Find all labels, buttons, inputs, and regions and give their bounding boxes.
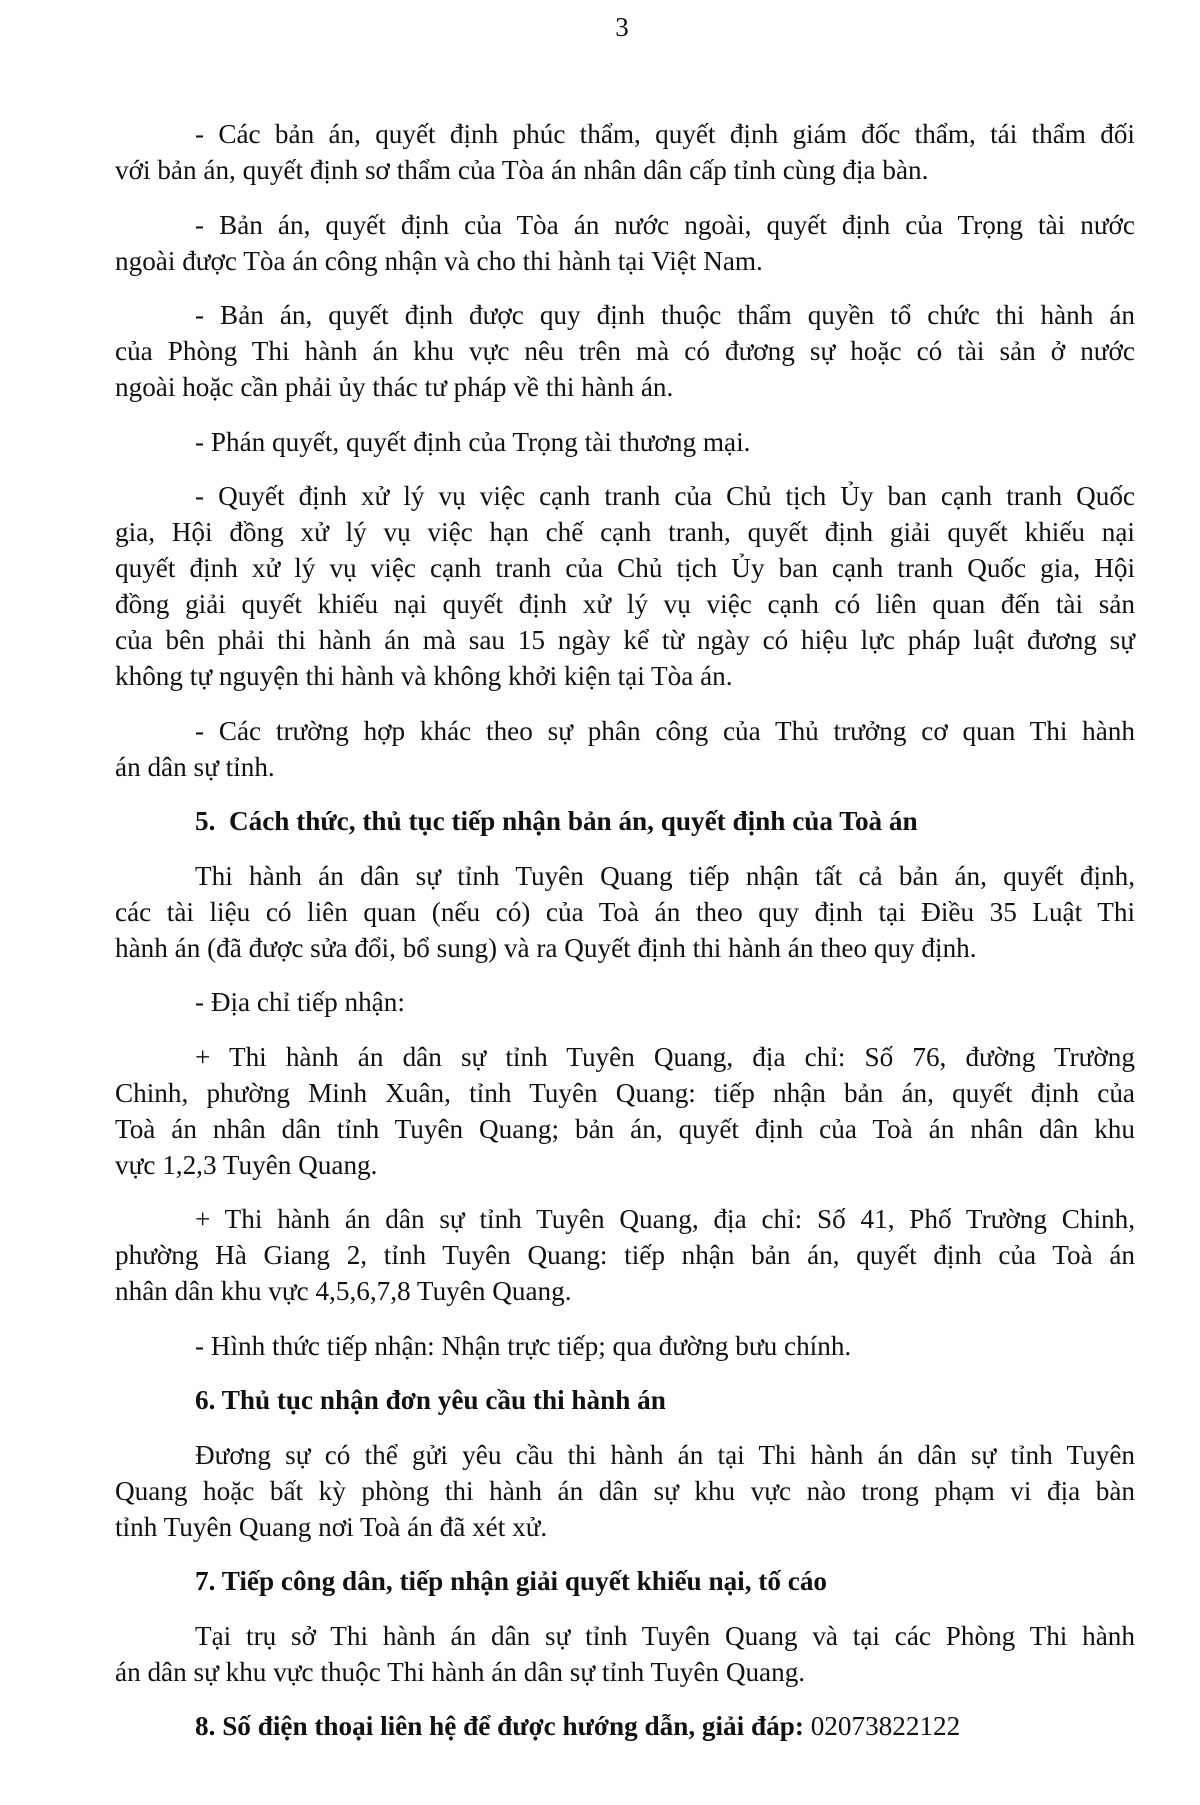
- paragraph: [115, 858, 1135, 966]
- paragraph: [115, 478, 1135, 694]
- line-text: đồng giải quyết khiếu nại quyết định xử lý vụ việc cạnh có liên quan đến tài sản: [115, 589, 1135, 619]
- text-line: [115, 207, 1135, 243]
- line-text: - Hình thức tiếp nhận: Nhận trực tiếp; qua đường bưu chính.: [195, 1330, 852, 1361]
- paragraph: [115, 424, 1135, 460]
- document-body: [115, 116, 1135, 1763]
- line-text: + Thi hành án dân sự tỉnh Tuyên Quang, địa chỉ: Số 76, đường Trường: [195, 1041, 1135, 1072]
- text-line: [115, 1618, 1135, 1654]
- line-text: ngoài hoặc cần phải ủy thác tư pháp về thi hành án.: [115, 372, 674, 402]
- text-line: [115, 749, 1135, 785]
- text-line: [115, 478, 1135, 514]
- paragraph: [115, 116, 1135, 188]
- paragraph: [115, 207, 1135, 279]
- line-text: + Thi hành án dân sự tỉnh Tuyên Quang, địa chỉ: Số 41, Phố Trường Chinh,: [195, 1204, 1135, 1234]
- text-line: [115, 1654, 1135, 1690]
- text-line: [115, 1237, 1135, 1273]
- line-text: Đương sự có thể gửi yêu cầu thi hành án tại Thi hành án dân sự tỉnh Tuyên: [195, 1439, 1135, 1470]
- paragraph: [115, 1328, 1135, 1364]
- text-line: [115, 658, 1135, 694]
- text-line: [115, 369, 1135, 405]
- text-line: [115, 622, 1135, 658]
- line-text: Quang hoặc bất kỳ phòng thi hành án dân sự khu vực nào trong phạm vi địa bàn: [115, 1475, 1135, 1506]
- line-text: với bản án, quyết định sơ thẩm của Tòa án nhân dân cấp tỉnh cùng địa bàn.: [115, 155, 929, 185]
- text-line: [115, 1147, 1135, 1183]
- text-line: [115, 1273, 1135, 1309]
- heading-text: 6. Thủ tục nhận đơn yêu cầu thi hành án: [195, 1385, 666, 1415]
- line-text: Thi hành án dân sự tỉnh Tuyên Quang tiếp nhận tất cả bản án, quyết định,: [195, 860, 1135, 891]
- page-number: 3: [615, 12, 629, 42]
- line-text: Chinh, phường Minh Xuân, tỉnh Tuyên Quang: tiếp nhận bản án, quyết định của: [115, 1077, 1135, 1108]
- line-text: quyết định xử lý vụ việc cạnh tranh của Chủ tịch Ủy ban cạnh tranh Quốc gia, Hội: [115, 553, 1135, 583]
- text-line: [115, 1328, 1135, 1364]
- line-text: - Bản án, quyết định được quy định thuộc thẩm quyền tổ chức thi hành án: [195, 300, 1135, 330]
- line-text: án dân sự khu vực thuộc Thi hành án dân sự tỉnh Tuyên Quang.: [115, 1656, 806, 1687]
- heading-text: 7. Tiếp công dân, tiếp nhận giải quyết khiếu nại, tố cáo: [195, 1566, 828, 1596]
- paragraph: [115, 1618, 1135, 1690]
- text-line: [115, 424, 1135, 460]
- line-text: Tại trụ sở Thi hành án dân sự tỉnh Tuyên Quang và tại các Phòng Thi hành: [195, 1620, 1135, 1651]
- text-line: [115, 984, 1135, 1020]
- text-line: [115, 152, 1135, 188]
- section-heading: [115, 803, 1135, 839]
- line-text: - Quyết định xử lý vụ việc cạnh tranh của Chủ tịch Ủy ban cạnh tranh Quốc: [195, 481, 1135, 511]
- paragraph: [115, 1039, 1135, 1183]
- heading-text: 8. Số điện thoại liên hệ để được hướng dẫn, giải đáp:: [195, 1711, 804, 1741]
- line-text: - Các bản án, quyết định phúc thẩm, quyết định giám đốc thẩm, tái thẩm đối: [195, 119, 1135, 149]
- heading-text: 5. Cách thức, thủ tục tiếp nhận bản án, quyết định của Toà án: [195, 806, 918, 836]
- line-text: - Bản án, quyết định của Tòa án nước ngoài, quyết định của Trọng tài nước: [195, 209, 1135, 240]
- section-heading: [115, 1708, 1135, 1744]
- paragraph: [115, 297, 1135, 405]
- line-text: Toà án nhân dân tỉnh Tuyên Quang; bản án, quyết định của Toà án nhân dân khu: [115, 1113, 1135, 1144]
- text-line: [115, 858, 1135, 894]
- text-line: [115, 243, 1135, 279]
- line-text: tỉnh Tuyên Quang nơi Toà án đã xét xử.: [115, 1511, 548, 1542]
- text-line: [115, 930, 1135, 966]
- text-line: [115, 1382, 1135, 1418]
- line-text: của bên phải thi hành án mà sau 15 ngày kể từ ngày có hiệu lực pháp luật đương sự: [115, 625, 1135, 655]
- line-text: nhân dân khu vực 4,5,6,7,8 Tuyên Quang.: [115, 1276, 572, 1306]
- line-text: ngoài được Tòa án công nhận và cho thi hành tại Việt Nam.: [115, 245, 763, 276]
- text-line: [115, 333, 1135, 369]
- text-line: [115, 1708, 1135, 1744]
- text-line: [115, 514, 1135, 550]
- text-line: [115, 550, 1135, 586]
- paragraph: [115, 1437, 1135, 1545]
- line-text: - Các trường hợp khác theo sự phân công của Thủ trưởng cơ quan Thi hành: [195, 715, 1135, 746]
- line-text: không tự nguyện thi hành và không khởi kiện tại Tòa án.: [115, 661, 733, 691]
- text-line: [115, 1509, 1135, 1545]
- phone-number: 02073822122: [803, 1711, 961, 1741]
- text-line: [115, 1075, 1135, 1111]
- line-text: - Địa chỉ tiếp nhận:: [195, 987, 405, 1017]
- text-line: [115, 803, 1135, 839]
- text-line: [115, 116, 1135, 152]
- paragraph: [115, 713, 1135, 785]
- line-text: - Phán quyết, quyết định của Trọng tài thương mại.: [195, 426, 751, 457]
- text-line: [115, 1473, 1135, 1509]
- text-line: [115, 1563, 1135, 1599]
- text-line: [115, 297, 1135, 333]
- text-line: [115, 713, 1135, 749]
- text-line: [115, 1201, 1135, 1237]
- text-line: [115, 1039, 1135, 1075]
- line-text: hành án (đã được sửa đổi, bổ sung) và ra Quyết định thi hành án theo quy định.: [115, 932, 977, 963]
- text-line: [115, 1437, 1135, 1473]
- paragraph: [115, 984, 1135, 1020]
- line-text: của Phòng Thi hành án khu vực nêu trên mà có đương sự hoặc có tài sản ở nước: [115, 336, 1135, 366]
- line-text: các tài liệu có liên quan (nếu có) của Toà án theo quy định tại Điều 35 Luật Thi: [115, 896, 1135, 927]
- line-text: gia, Hội đồng xử lý vụ việc hạn chế cạnh tranh, quyết định giải quyết khiếu nại: [115, 517, 1135, 547]
- section-heading: [115, 1382, 1135, 1418]
- line-text: phường Hà Giang 2, tỉnh Tuyên Quang: tiếp nhận bản án, quyết định của Toà án: [115, 1240, 1135, 1270]
- text-line: [115, 1111, 1135, 1147]
- text-line: [115, 894, 1135, 930]
- text-line: [115, 586, 1135, 622]
- paragraph: [115, 1201, 1135, 1309]
- section-heading: [115, 1563, 1135, 1599]
- line-text: án dân sự tỉnh.: [115, 751, 275, 782]
- line-text: vực 1,2,3 Tuyên Quang.: [115, 1149, 378, 1180]
